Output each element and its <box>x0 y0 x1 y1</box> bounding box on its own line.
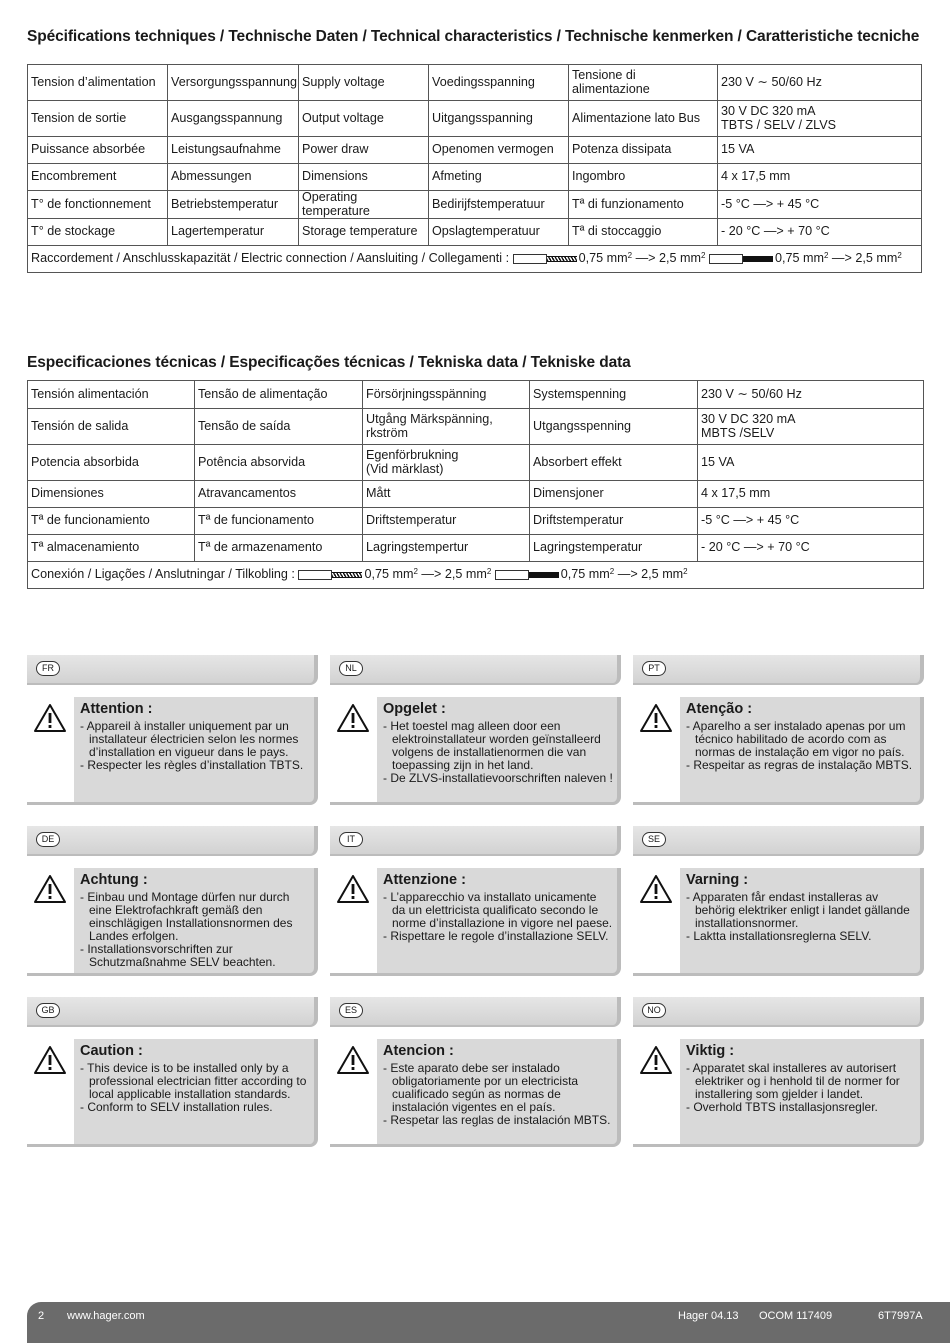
warning-text <box>383 720 613 785</box>
solid-min-sup: 2 <box>823 251 829 261</box>
website-link[interactable]: www.hager.com <box>67 1310 145 1322</box>
warning-line: - Overhold TBTS installasjonsregler. <box>686 1100 878 1114</box>
warning-line: - Het toestel mag alleen door een elektroinstallateur worden geïnstalleerd volgens de installatienormen die van toepassing zijn in het land. <box>383 719 601 772</box>
language-badge: PT <box>642 661 666 676</box>
spec-cell: Output voltage <box>299 101 429 137</box>
section1-title: Spécifications techniques / Technische Daten / Technical characteristics / Technische kenmerken / Caratteristiche tecniche <box>27 28 920 45</box>
spec-cell: Tª di funzionamento <box>569 191 718 219</box>
warning-card-header <box>27 997 318 1027</box>
spec-cell: Tª de armazenamento <box>195 535 363 562</box>
spec-cell: Lagringstemperatur <box>530 535 698 562</box>
spec-cell: -5 °C —> + 45 °C <box>698 508 924 535</box>
warning-title: Viktig : <box>686 1043 735 1059</box>
spec-cell: Abmessungen <box>168 164 299 191</box>
spec-cell: Dimensions <box>299 164 429 191</box>
stranded-cable-icon <box>513 253 577 265</box>
spec-cell: - 20 °C —> + 70 °C <box>698 535 924 562</box>
spec-row <box>28 481 924 508</box>
spec-cell: 30 V DC 320 mA MBTS /SELV <box>698 409 924 445</box>
warning-card <box>633 697 924 805</box>
edition: Hager 04.13 <box>678 1310 739 1322</box>
spec-cell: Storage temperature <box>299 219 429 246</box>
warning-line: - Appareil à installer uniquement par un installateur électricien selon les normes d’installation en vigueur dans le pays. <box>80 719 299 759</box>
spec-cell: Supply voltage <box>299 65 429 101</box>
warning-text <box>686 1062 916 1114</box>
connection-label: Conexión / Ligações / Anslutningar / Tilkobling : <box>31 567 295 582</box>
warning-card-header <box>633 997 924 1027</box>
spec-row <box>28 508 924 535</box>
spec-cell: Tª di stoccaggio <box>569 219 718 246</box>
spec-cell: Versorgungsspannung <box>168 65 299 101</box>
spec-cell: Driftstemperatur <box>363 508 530 535</box>
spec-cell: 30 V DC 320 mA TBTS / SELV / ZLVS <box>718 101 922 137</box>
warning-line: - Respetar las reglas de instalación MBTS. <box>383 1113 611 1127</box>
spec-cell: Absorbert effekt <box>530 445 698 481</box>
warning-card-header <box>633 655 924 685</box>
spec-row <box>28 219 922 246</box>
spec-cell: Opslagtemperatuur <box>429 219 569 246</box>
warning-title: Achtung : <box>80 872 148 888</box>
spec-row <box>28 65 922 101</box>
solid-min: 0,75 mm <box>774 251 824 266</box>
stranded-min-sup: 2 <box>413 567 418 577</box>
spec-cell: Ingombro <box>569 164 718 191</box>
warning-triangle-icon <box>33 1045 67 1075</box>
spec-cell: Lagertemperatur <box>168 219 299 246</box>
warning-card-header <box>330 997 621 1027</box>
spec-row <box>28 191 922 219</box>
spec-cell: Alimentazione lato Bus <box>569 101 718 137</box>
warning-title: Attention : <box>80 701 153 717</box>
solid-max-sup: 2 <box>897 251 902 261</box>
stranded-max: —> 2,5 mm <box>421 567 487 582</box>
warning-line: - Conform to SELV installation rules. <box>80 1100 273 1114</box>
connection-row <box>28 246 922 273</box>
solid-cable-icon <box>709 253 773 265</box>
warning-title: Atencion : <box>383 1043 454 1059</box>
warning-text <box>80 891 310 969</box>
spec-cell: T° de stockage <box>28 219 168 246</box>
spec-cell: Operating temperature <box>299 191 429 219</box>
spec-cell: Tension de sortie <box>28 101 168 137</box>
document-reference: 6T7997A <box>878 1310 923 1322</box>
spec-cell: Dimensiones <box>28 481 195 508</box>
solid-min-sup: 2 <box>609 567 615 577</box>
spec-cell: Dimensjoner <box>530 481 698 508</box>
solid-max: —> 2,5 mm <box>831 251 898 266</box>
warning-title: Caution : <box>80 1043 143 1059</box>
warning-card-header <box>330 826 621 856</box>
warning-triangle-icon <box>336 874 370 904</box>
spec-cell: 15 VA <box>698 445 924 481</box>
warning-triangle-icon <box>33 874 67 904</box>
language-badge: GB <box>36 1003 60 1018</box>
spec-row <box>28 381 924 409</box>
warning-line: - Respecter les règles d’installation TBTS. <box>80 758 304 772</box>
warning-text <box>686 891 916 943</box>
spec-cell: Tensión alimentación <box>28 381 195 409</box>
spec-cell: Afmeting <box>429 164 569 191</box>
spec-cell: 15 VA <box>718 137 922 164</box>
warning-triangle-icon <box>639 703 673 733</box>
spec-cell: 4 x 17,5 mm <box>698 481 924 508</box>
warning-card-header <box>330 655 621 685</box>
spec-cell: Systemspenning <box>530 381 698 409</box>
warning-text <box>686 720 916 772</box>
spec-cell: 230 V ∼ 50/60 Hz <box>718 65 922 101</box>
warning-card <box>330 1039 621 1147</box>
warning-card <box>633 1039 924 1147</box>
spec-cell: Ausgangsspannung <box>168 101 299 137</box>
spec-cell: - 20 °C —> + 70 °C <box>718 219 922 246</box>
solid-max: —> 2,5 mm <box>617 567 684 582</box>
warning-title: Atenção : <box>686 701 753 717</box>
warning-line: - De ZLVS-installatievoorschriften naleven ! <box>383 771 613 785</box>
stranded-min: 0,75 mm <box>364 567 414 582</box>
warning-card <box>27 697 318 805</box>
stranded-max-sup: 2 <box>486 567 492 577</box>
warning-line: - Respeitar as regras de instalação MBTS. <box>686 758 913 772</box>
language-badge: NO <box>642 1003 666 1018</box>
spec-row <box>28 535 924 562</box>
spec-row <box>28 164 922 191</box>
stranded-min: 0,75 mm <box>578 251 628 266</box>
spec-cell: Openomen vermogen <box>429 137 569 164</box>
warning-triangle-icon <box>336 1045 370 1075</box>
warning-card-header <box>633 826 924 856</box>
stranded-min-sup: 2 <box>627 251 633 261</box>
warning-card-header <box>27 655 318 685</box>
warning-line: - Rispettare le regole d’installazione SELV. <box>383 929 609 943</box>
language-badge: IT <box>339 832 363 847</box>
language-badge: SE <box>642 832 666 847</box>
warning-line: - Laktta installationsreglerna SELV. <box>686 929 872 943</box>
warning-triangle-icon <box>336 703 370 733</box>
warning-card <box>633 868 924 976</box>
spec-row <box>28 445 924 481</box>
warning-text <box>383 891 613 943</box>
spec-row <box>28 101 922 137</box>
spec-cell: -5 °C —> + 45 °C <box>718 191 922 219</box>
spec-cell: Tª de funcionamento <box>195 508 363 535</box>
spec-cell: Bedirijfstemperatuur <box>429 191 569 219</box>
spec-cell: Potência absorvida <box>195 445 363 481</box>
spec-cell: Betriebstemperatur <box>168 191 299 219</box>
warning-text <box>383 1062 613 1127</box>
spec-cell: Potenza dissipata <box>569 137 718 164</box>
solid-max-sup: 2 <box>683 567 688 577</box>
stranded-max-sup: 2 <box>701 251 706 261</box>
warning-card <box>330 697 621 805</box>
spec-cell: Utgangsspenning <box>530 409 698 445</box>
page-number: 2 <box>38 1310 45 1322</box>
spec-cell: Puissance absorbée <box>28 137 168 164</box>
spec-cell: Tensión de salida <box>28 409 195 445</box>
spec-cell: Power draw <box>299 137 429 164</box>
language-badge: NL <box>339 661 363 676</box>
stranded-cable-icon <box>298 569 362 581</box>
spec-cell: Lagringstempertur <box>363 535 530 562</box>
warning-card-header <box>27 826 318 856</box>
spec-cell: Uitgangsspanning <box>429 101 569 137</box>
warning-line: - Aparelho a ser instalado apenas por um técnico habilitado de acordo com as normas de instalação em vigor no país. <box>686 719 906 759</box>
spec-cell: Atravancamentos <box>195 481 363 508</box>
warning-line: - Este aparato debe ser instalado obligatoriamente por un electricista cualificado según as normas de instalación vigentes en el país. <box>383 1061 579 1114</box>
spec-cell: Voedingsspanning <box>429 65 569 101</box>
warning-title: Attenzione : <box>383 872 466 888</box>
spec-row <box>28 409 924 445</box>
stranded-max: —> 2,5 mm <box>635 251 701 266</box>
spec-table-1 <box>27 64 922 273</box>
spec-cell: Leistungsaufnahme <box>168 137 299 164</box>
warning-card <box>27 868 318 976</box>
spec-cell: Tension d’alimentation <box>28 65 168 101</box>
solid-min: 0,75 mm <box>560 567 610 582</box>
spec-row <box>28 137 922 164</box>
spec-cell: Tª de funcionamiento <box>28 508 195 535</box>
spec-cell: Tensione di alimentazione <box>569 65 718 101</box>
warning-triangle-icon <box>639 1045 673 1075</box>
solid-cable-icon <box>495 569 559 581</box>
warning-line: - Einbau und Montage dürfen nur durch eine Elektrofachkraft gemäß den einschlägigen Installationsnormen des Landes erfolgen. <box>80 890 293 943</box>
spec-table-2 <box>27 380 924 589</box>
spec-cell: Utgång Märkspänning, rkström <box>363 409 530 445</box>
warning-card <box>27 1039 318 1147</box>
warning-triangle-icon <box>33 703 67 733</box>
spec-cell: 230 V ∼ 50/60 Hz <box>698 381 924 409</box>
warning-line: - L’apparecchio va installato unicamente da un elettricista qualificato secondo le norme d’installazione in vigore nel paese. <box>383 890 613 930</box>
spec-cell: Mått <box>363 481 530 508</box>
connection-label: Raccordement / Anschlusskapazität / Electric connection / Aansluiting / Collegamenti : <box>31 251 510 266</box>
spec-cell: Tensão de saída <box>195 409 363 445</box>
spec-cell: 4 x 17,5 mm <box>718 164 922 191</box>
section2-title: Especificaciones técnicas / Especificações técnicas / Tekniska data / Tekniske data <box>27 354 631 371</box>
spec-cell: Tensão de alimentação <box>195 381 363 409</box>
warning-title: Opgelet : <box>383 701 446 717</box>
spec-cell: Driftstemperatur <box>530 508 698 535</box>
spec-cell: Tª almacenamiento <box>28 535 195 562</box>
page-footer <box>27 1302 950 1343</box>
spec-cell: Encombrement <box>28 164 168 191</box>
language-badge: ES <box>339 1003 363 1018</box>
warning-line: - Installationsvorschriften zur Schutzmaßnahme SELV beachten. <box>80 942 276 969</box>
spec-cell: Egenförbrukning (Vid märklast) <box>363 445 530 481</box>
warning-line: - This device is to be installed only by a professional electrician fitter according to local applicable installation standards. <box>80 1061 307 1101</box>
warning-text <box>80 1062 310 1114</box>
ocom-number: OCOM 117409 <box>759 1310 833 1322</box>
spec-cell: Försörjningsspänning <box>363 381 530 409</box>
warning-line: - Apparaten får endast installeras av behörig elektriker enligt i landet gällande installationsnormer. <box>686 890 910 930</box>
spec-cell: T° de fonctionnement <box>28 191 168 219</box>
warning-title: Varning : <box>686 872 749 888</box>
language-badge: DE <box>36 832 60 847</box>
warning-line: - Apparatet skal installeres av autorisert elektriker og i henhold til de normer for installering som gjelder i landet. <box>686 1061 900 1101</box>
connection-row <box>28 562 924 589</box>
language-badge: FR <box>36 661 60 676</box>
spec-cell: Potencia absorbida <box>28 445 195 481</box>
warning-text <box>80 720 310 772</box>
warning-triangle-icon <box>639 874 673 904</box>
warning-card <box>330 868 621 976</box>
